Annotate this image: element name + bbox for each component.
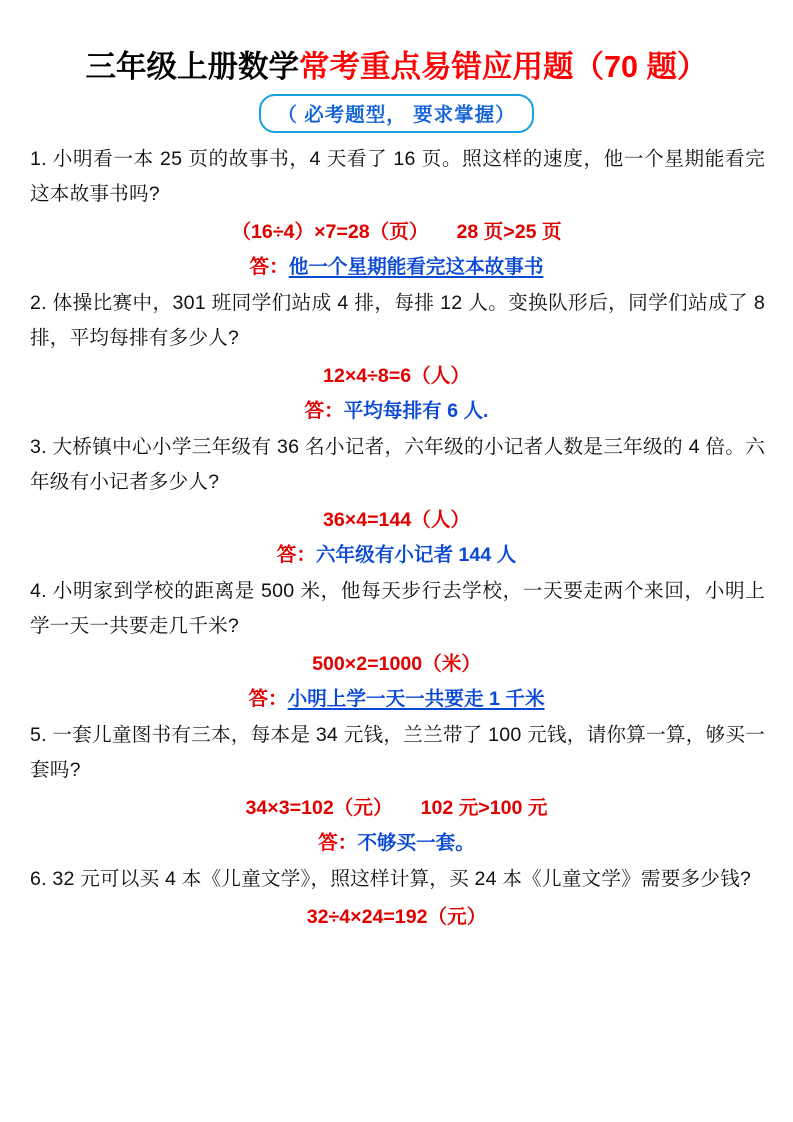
- equation-left: 34×3=102（元）: [245, 797, 393, 819]
- answer-line: [26, 394, 767, 428]
- answer-text: 六年级有小记者 144 人: [315, 544, 517, 566]
- equation-left: 36×4=144（人）: [322, 509, 471, 531]
- answer-label: 答：: [248, 688, 288, 710]
- subtitle-container: [26, 94, 767, 133]
- question-text: 5. 一套儿童图书有三本，每本是 34 元钱，兰兰带了 100 元钱，请你算一算，够买一套吗?: [30, 724, 765, 781]
- question-text: 1. 小明看一本 25 页的故事书，4 天看了 16 页。照这样的速度，他一个星期能看完这本故事书吗?: [30, 148, 765, 205]
- question-block-5: [26, 718, 767, 860]
- page-title-red-part: 常考重点易错应用题（70 题）: [299, 50, 708, 84]
- equation-left: （16÷4）×7=28（页）: [231, 221, 429, 243]
- equation-left: 32÷4×24=192（元）: [306, 906, 487, 928]
- question-text: 6. 32 元可以买 4 本《儿童文学》，照这样计算，买 24 本《儿童文学》需要多少钱?: [30, 868, 751, 890]
- equation-line: [26, 359, 767, 393]
- question-block-1: [26, 142, 767, 284]
- equation-line: [26, 503, 767, 537]
- answer-line: [26, 538, 767, 572]
- answer-line: [26, 826, 767, 860]
- answer-label: 答：: [249, 256, 289, 278]
- subtitle-badge: （ 必考题型， 要求掌握）: [259, 94, 533, 133]
- page-title: [26, 42, 767, 86]
- question-block-3: [26, 430, 767, 572]
- answer-line: [26, 682, 767, 716]
- equation-line: [26, 647, 767, 681]
- answer-text: 小明上学一天一共要走 1 千米: [287, 688, 545, 710]
- answer-line: [26, 250, 767, 284]
- answer-label: 答：: [318, 832, 358, 854]
- question-block-6: [26, 862, 767, 934]
- answer-text: 他一个星期能看完这本故事书: [288, 256, 544, 278]
- equation-right: 102 元>100 元: [420, 797, 548, 819]
- equation-left: 12×4÷8=6（人）: [323, 365, 470, 387]
- equation-left: 500×2=1000（米）: [312, 653, 481, 675]
- question-block-4: [26, 574, 767, 716]
- question-text: 3. 大桥镇中心小学三年级有 36 名小记者，六年级的小记者人数是三年级的 4 倍。六年级有小记者多少人?: [30, 436, 765, 493]
- question-block-2: [26, 286, 767, 428]
- answer-label: 答：: [304, 400, 344, 422]
- answer-text: 不够买一套。: [357, 832, 475, 854]
- answer-label: 答：: [276, 544, 316, 566]
- question-text: 2. 体操比赛中，301 班同学们站成 4 排，每排 12 人。变换队形后，同学们站成了 8 排，平均每排有多少人?: [30, 292, 765, 349]
- equation-line: [26, 900, 767, 934]
- equation-right: 28 页>25 页: [456, 221, 562, 243]
- answer-text: 平均每排有 6 人.: [343, 400, 489, 422]
- equation-line: [26, 791, 767, 825]
- page-title-black-part: 三年级上册数学: [85, 50, 300, 84]
- question-text: 4. 小明家到学校的距离是 500 米，他每天步行去学校，一天要走两个来回，小明上学一天一共要走几千米?: [30, 580, 765, 637]
- equation-line: [26, 215, 767, 249]
